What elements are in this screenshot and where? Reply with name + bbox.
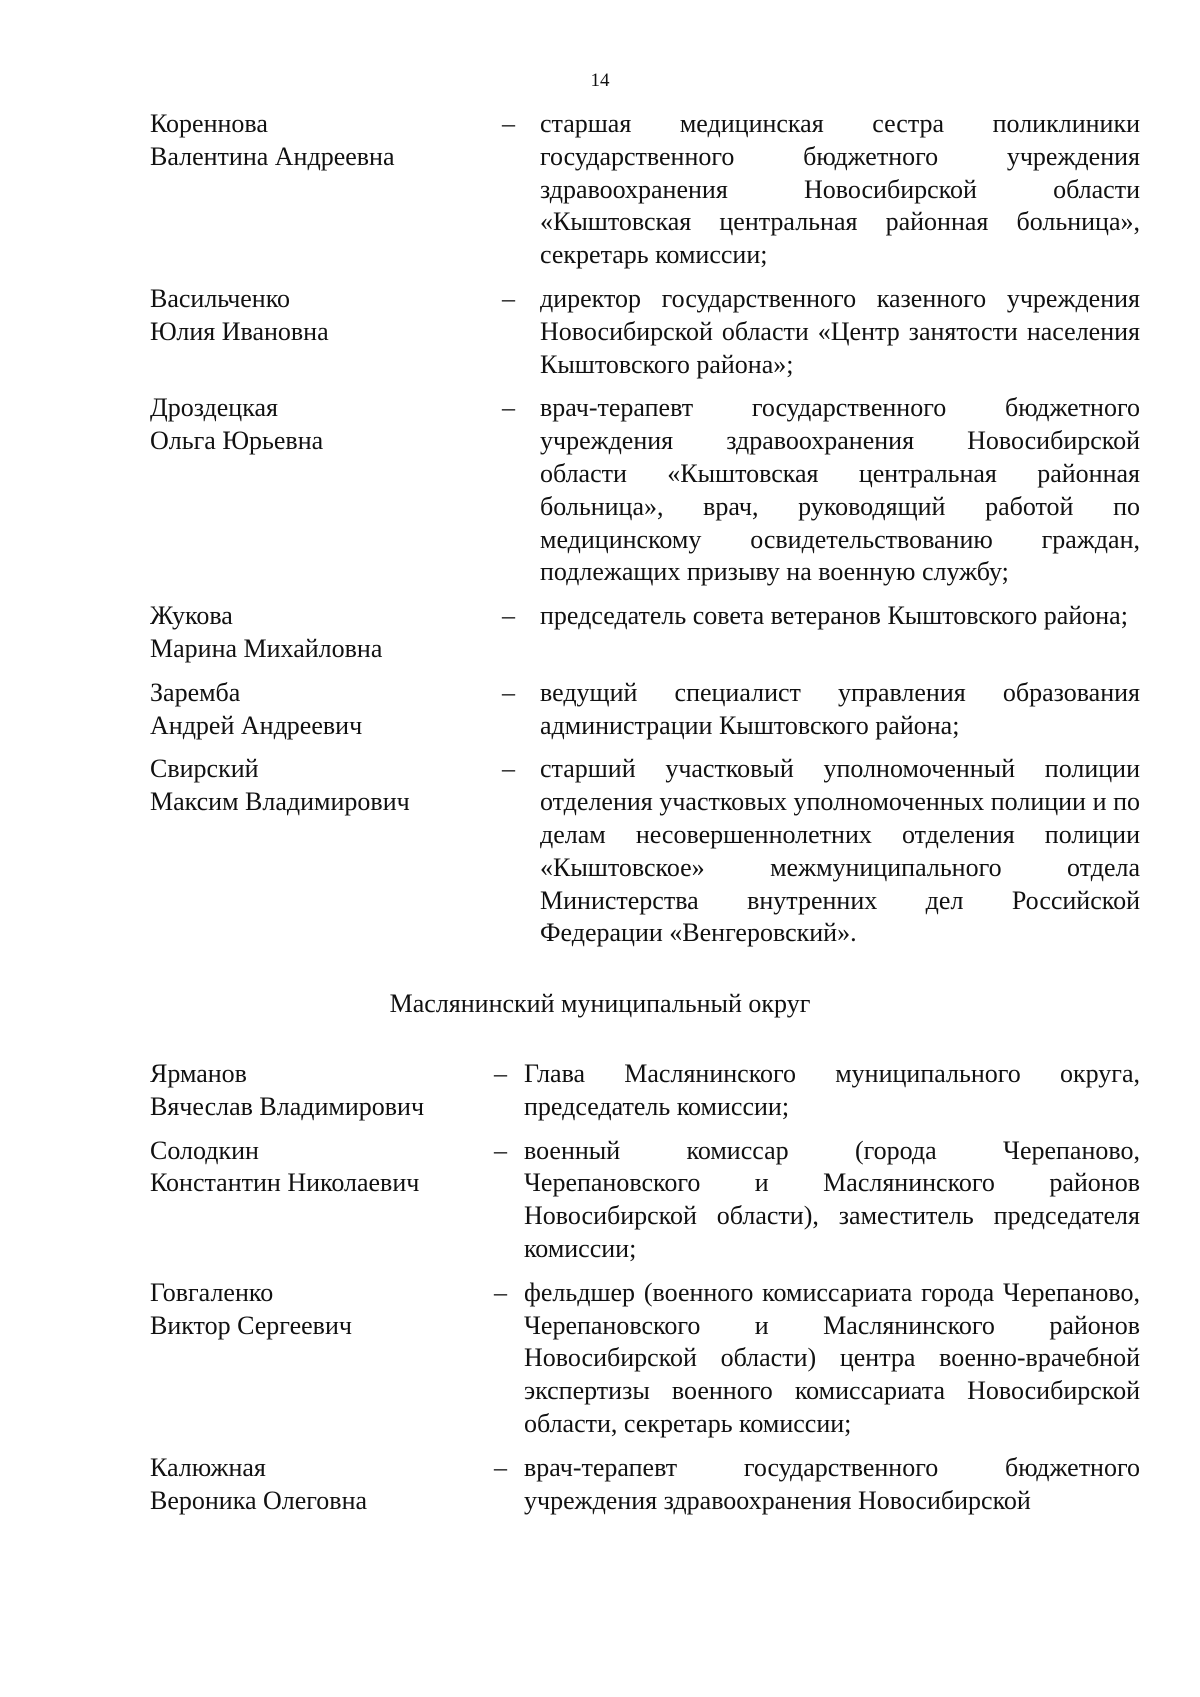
commission-list-kyshtovsky (150, 108, 1140, 961)
page-number: 14 (590, 70, 610, 91)
list-item: Говгаленко Виктор Сергеевич – фельдшер (военного комиссариата города Черепаново, Черепановского и Маслянинского районов Новосибирской области) центра военно-врачебной экспертизы военного комиссариата Новосибирской области, секретарь комиссии; (150, 1277, 1140, 1441)
list-item: Заремба Андрей Андреевич – ведущий специалист управления образования администрации Кыштовского района; (150, 677, 1140, 743)
member-position: Глава Маслянинского муниципального округа, председатель комиссии; (524, 1059, 1140, 1121)
member-position: директор государственного казенного учреждения Новосибирской области «Центр занятости населения Кыштовского района»; (540, 283, 1140, 379)
dash-separator: – (502, 283, 515, 313)
dash-separator: – (494, 1135, 507, 1165)
commission-list-maslyaninsky (150, 1058, 1140, 1528)
dash-separator: – (502, 393, 515, 423)
member-position: врач-терапевт государственного бюджетного учреждения здравоохранения Новосибирской области «Кыштовская центральная районная больница», врач, руководящий работой по медицинскому освидетельствованию граждан, подлежащих призыву на военную службу; (540, 393, 1140, 587)
dash-separator: – (494, 1452, 507, 1482)
member-position: фельдшер (военного комиссариата города Черепаново, Черепановского и Маслянинского районов Новосибирской области) центра военно-врачебной экспертизы военного комиссариата Новосибирской области, секретарь комиссии; (524, 1277, 1140, 1438)
list-item: Кореннова Валентина Андреевна – старшая медицинская сестра поликлиники государственного бюджетного учреждения здравоохранения Новосибирской области «Кыштовская центральная районная больница», секретарь комиссии; (150, 108, 1140, 272)
list-item: Ярманов Вячеслав Владимирович – Глава Маслянинского муниципального округа, председатель комиссии; (150, 1058, 1140, 1124)
list-item: Васильченко Юлия Ивановна – директор государственного казенного учреждения Новосибирской области «Центр занятости населения Кыштовского района»; (150, 283, 1140, 381)
dash-separator: – (494, 1059, 507, 1088)
dash-separator: – (502, 601, 515, 631)
member-position: председатель совета ветеранов Кыштовского района; (540, 601, 1128, 631)
dash-separator: – (502, 754, 515, 784)
member-position: старшая медицинская сестра поликлиники государственного бюджетного учреждения здравоохранения Новосибирской области «Кыштовская центральная районная больница», секретарь комиссии; (540, 109, 1140, 270)
member-position: военный комиссар (города Черепаново, Черепановского и Маслянинского районов Новосибирской области), заместитель председателя комиссии; (524, 1135, 1140, 1263)
list-item: Солодкин Константин Николаевич – военный комиссар (города Черепаново, Черепановского и Маслянинского районов Новосибирской области), заместитель председателя комиссии; (150, 1135, 1140, 1266)
list-item: Свирский Максим Владимирович – старший участковый уполномоченный полиции отделения участковых уполномоченных полиции и по делам несовершеннолетних отделения полиции «Кыштовское» межмуниципального отдела Министерства внутренних дел Российской Федерации «Венгеровский». (150, 753, 1140, 950)
list-item: Дроздецкая Ольга Юрьевна – врач-терапевт государственного бюджетного учреждения здравоохранения Новосибирской области «Кыштовская центральная районная больница», врач, руководящий работой по медицинскому освидетельствованию граждан, подлежащих призыву на военную службу; (150, 392, 1140, 589)
member-position: старший участковый уполномоченный полиции отделения участковых уполномоченных полиции и по делам несовершеннолетних отделения полиции «Кыштовское» межмуниципального отдела Министерства внутренних дел Российской Федерации «Венгеровский». (540, 754, 1140, 948)
dash-separator: – (494, 1277, 507, 1307)
member-position: ведущий специалист управления образования администрации Кыштовского района; (540, 677, 1140, 740)
member-position: врач-терапевт государственного бюджетного учреждения здравоохранения Новосибирской (524, 1452, 1140, 1515)
list-item: Жукова Марина Михайловна – председатель совета ветеранов Кыштовского района; (150, 600, 1140, 666)
dash-separator: – (502, 109, 515, 138)
section-title: Маслянинский муниципальный округ (389, 989, 811, 1018)
list-item: Калюжная Вероника Олеговна – врач-терапевт государственного бюджетного учреждения здравоохранения Новосибирской (150, 1452, 1140, 1518)
dash-separator: – (502, 677, 515, 707)
